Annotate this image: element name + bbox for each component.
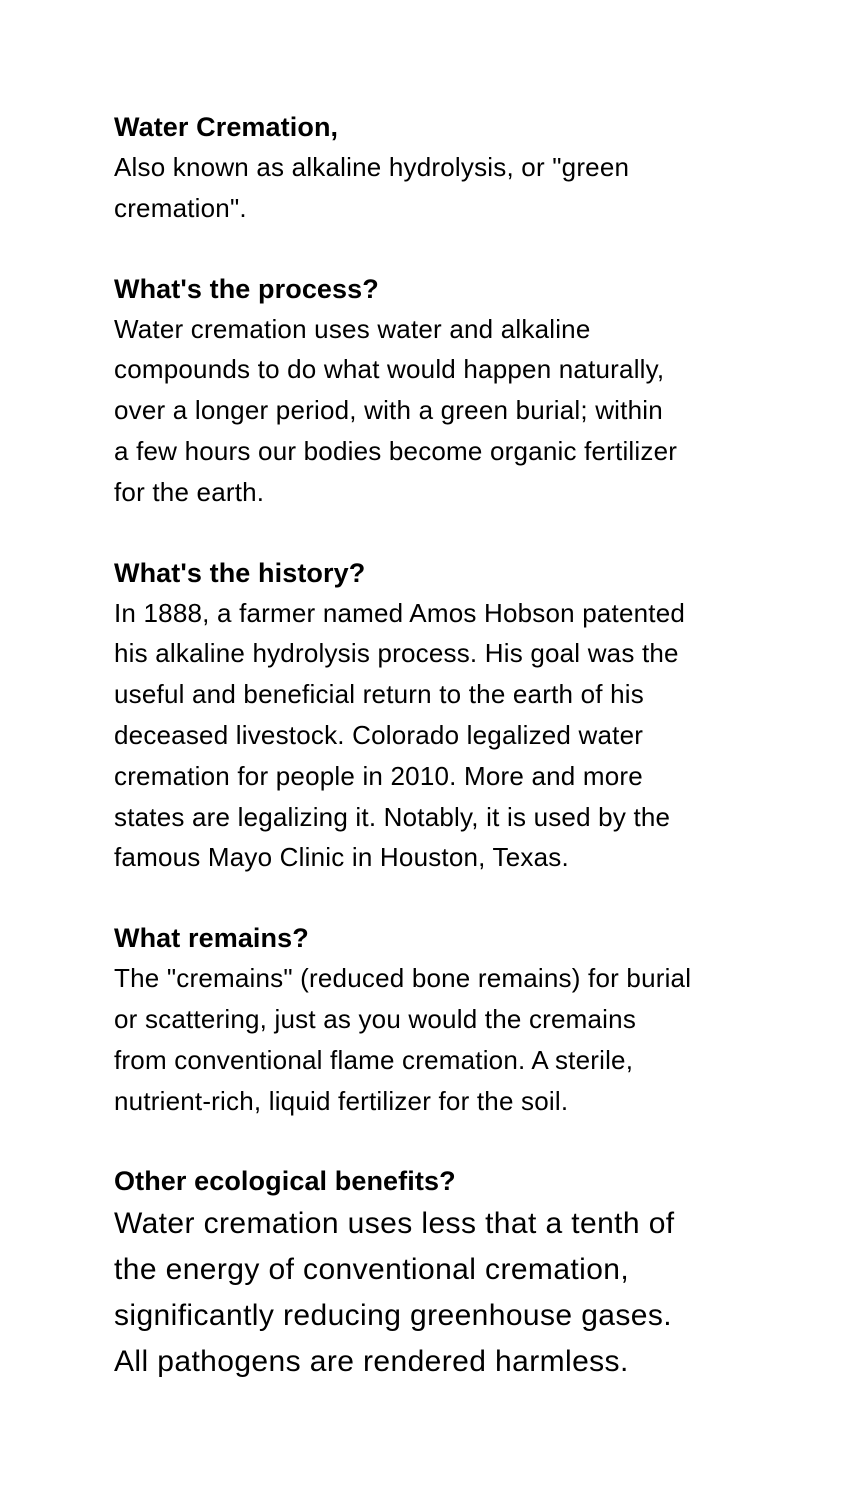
section-water-cremation xyxy=(114,107,794,229)
section-heading: What remains? xyxy=(114,923,309,954)
section-paragraph: Also known as alkaline hydrolysis, or "green cremation". xyxy=(114,152,630,223)
section-paragraph: Water cremation uses less that a tenth of the energy of conventional cremation, significantly reducing greenhouse gases. All pathogens are rendered harmless. xyxy=(114,1207,675,1379)
section-heading: Water Cremation, xyxy=(114,112,339,142)
section-ecological-benefits xyxy=(114,1161,794,1385)
section-heading: Other ecological benefits? xyxy=(114,1166,456,1197)
section-paragraph: Water cremation uses water and alkaline compounds to do what would happen naturally, over a longer period, with a green burial; within a few hours our bodies become organic fertilizer for the earth. xyxy=(114,313,678,507)
document-body xyxy=(114,107,794,1425)
section-history xyxy=(114,553,794,879)
section-paragraph: In 1888, a farmer named Amos Hobson patented his alkaline hydrolysis process. His goal was the useful and beneficial return to the earth of his deceased livestock. Colorado legalized water cremation for people in 2010. More and more states are legalizing it. Notably, it is used by the famous Mayo Clinic in Houston, Texas. xyxy=(114,597,686,873)
section-paragraph: The "cremains" (reduced bone remains) for burial or scattering, just as you would the cremains from conventional flame cremation. A sterile, nutrient-rich, liquid fertilizer for the soil. xyxy=(114,963,692,1116)
section-heading: What's the process? xyxy=(114,273,379,304)
section-process xyxy=(114,269,794,513)
section-remains xyxy=(114,918,794,1121)
section-heading: What's the history? xyxy=(114,557,366,588)
